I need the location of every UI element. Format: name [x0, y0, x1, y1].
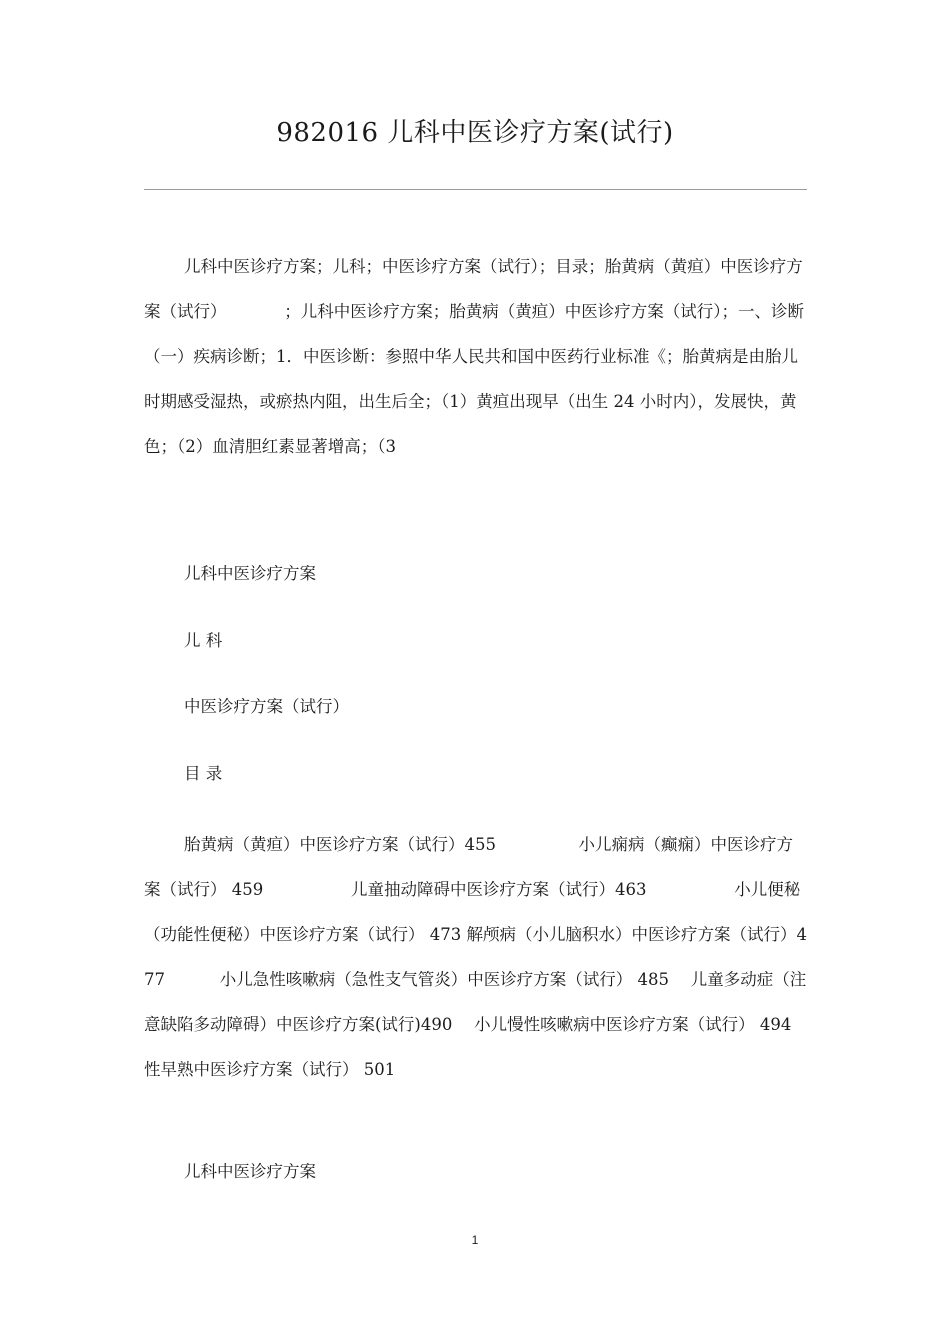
title-divider [144, 189, 807, 190]
page-title: 982016 儿科中医诊疗方案(试行) [276, 118, 674, 148]
section-heading-tcm-plan: 中医诊疗方案（试行） [184, 697, 349, 716]
section-heading-pediatrics-plan-repeat: 儿科中医诊疗方案 [184, 1162, 316, 1181]
page-number: 1 [471, 1233, 479, 1247]
section-heading-contents: 目 录 [184, 764, 223, 783]
abstract-paragraph: 儿科中医诊疗方案；儿科；中医诊疗方案（试行）；目录；胎黄病（黄疸）中医诊疗方案（试行） ；儿科中医诊疗方案；胎黄病（黄疸）中医诊疗方案（试行）；一、诊断（一）疾病诊断；1．中医诊断：参照中华人民共和国中医药行业标准《；胎黄病是由胎儿时期感受湿热，或瘀热内阻，出生后全；（1）黄疸出现早（出生 24 小时内），发展快，黄色；（2）血清胆红素显著增高；（3 [144, 257, 804, 456]
table-of-contents: 胎黄病（黄疸）中医诊疗方案（试行）455 小儿痫病（癫痫）中医诊疗方案（试行） 459 儿童抽动障碍中医诊疗方案（试行）463 小儿便秘（功能性便秘）中医诊疗方案（试行） 473 解颅病（小儿脑积水）中医诊疗方案（试行）477 小儿急性咳嗽病（急性支气管炎）中医诊疗方案（试行） 485 儿童多动症（注意缺陷多动障碍）中医诊疗方案(试行)490 小儿慢性咳嗽病中医诊疗方案（试行） 494 性早熟中医诊疗方案（试行） 501 [144, 835, 807, 1079]
section-heading-pediatrics: 儿 科 [184, 631, 223, 650]
section-heading-pediatrics-plan: 儿科中医诊疗方案 [184, 564, 316, 583]
